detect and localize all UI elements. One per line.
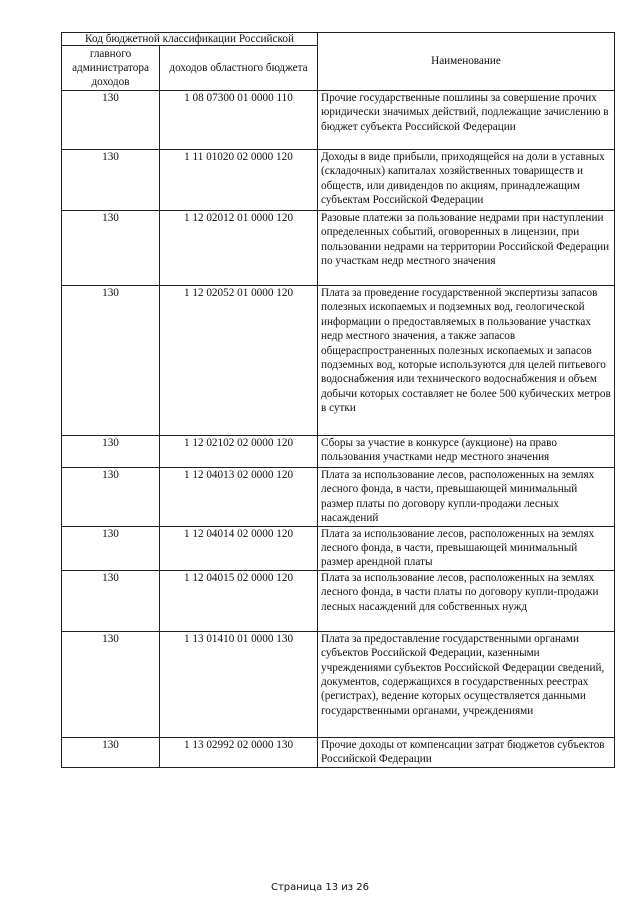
cell-income-code: 1 13 01410 01 0000 130 (160, 631, 318, 737)
cell-income-name: Плата за использование лесов, расположенных на землях лесного фонда, в части, превышающей минимальный размер арендной платы (318, 526, 615, 570)
cell-income-code: 1 12 02012 01 0000 120 (160, 211, 318, 286)
cell-income-name: Плата за предоставление государственными органами субъектов Российской Федерации, казенными учреждениями субъектов Российской Федерации сведений, документов, содержащихся в государственных реестрах (регистрах), ведение которых осуществляется данными государственными органами, учреждениями (318, 631, 615, 737)
cell-admin-code: 130 (62, 211, 160, 286)
cell-admin-code: 130 (62, 468, 160, 527)
budget-table-container (61, 32, 614, 768)
cell-admin-code: 130 (62, 631, 160, 737)
cell-income-name: Прочие государственные пошлины за совершение прочих юридически значимых действий, подлежащие зачислению в бюджет субъекта Российской Федерации (318, 91, 615, 150)
table-row (62, 468, 615, 527)
cell-admin-code: 130 (62, 436, 160, 468)
cell-income-code: 1 12 02102 02 0000 120 (160, 436, 318, 468)
cell-income-name: Плата за использование лесов, расположенных на землях лесного фонда, в части платы по договору купли-продажи лесных насаждений для собственных нужд (318, 570, 615, 631)
cell-income-name: Доходы в виде прибыли, приходящейся на доли в уставных (складочных) капиталах хозяйственных товариществ и обществ, или дивидендов по акциям, принадлежащим субъектам Российской Федерации (318, 150, 615, 211)
table-row (62, 91, 615, 150)
cell-income-name: Сборы за участие в конкурсе (аукционе) на право пользования участками недр местного значения (318, 436, 615, 468)
page-number: Страница 13 из 26 (270, 882, 370, 893)
header-budget-classification-code: Код бюджетной классификации Российской (62, 33, 318, 46)
budget-classification-table (61, 32, 615, 768)
cell-income-name: Прочие доходы от компенсации затрат бюджетов субъектов Российской Федерации (318, 737, 615, 767)
table-row (62, 211, 615, 286)
cell-income-code: 1 08 07300 01 0000 110 (160, 91, 318, 150)
table-row (62, 570, 615, 631)
cell-income-name: Плата за проведение государственной экспертизы запасов полезных ископаемых и подземных вод, геологической информации о предоставляемых в пользование участках недр местного значения, а также запасов общераспространенных полезных ископаемых и запасов подземных вод, которые используются для целей питьевого водоснабжения или технического водоснабжения и объем добычи которых составляет не более 500 кубических метров в сутки (318, 286, 615, 436)
cell-income-code: 1 11 01020 02 0000 120 (160, 150, 318, 211)
cell-income-name: Разовые платежи за пользование недрами при наступлении определенных событий, оговоренных в лицензии, при пользовании недрами на территории Российской Федерации по участкам недр местного значения (318, 211, 615, 286)
header-chief-administrator: главного администратора доходов (62, 46, 160, 91)
cell-income-code: 1 12 04013 02 0000 120 (160, 468, 318, 527)
cell-admin-code: 130 (62, 91, 160, 150)
cell-admin-code: 130 (62, 737, 160, 767)
header-name: Наименование (318, 33, 615, 91)
cell-admin-code: 130 (62, 150, 160, 211)
table-row (62, 526, 615, 570)
table-body (62, 91, 615, 768)
table-row (62, 436, 615, 468)
cell-income-code: 1 12 04014 02 0000 120 (160, 526, 318, 570)
table-row (62, 631, 615, 737)
cell-income-code: 1 12 02052 01 0000 120 (160, 286, 318, 436)
cell-admin-code: 130 (62, 286, 160, 436)
table-header-row-group (62, 33, 615, 46)
cell-income-code: 1 13 02992 02 0000 130 (160, 737, 318, 767)
cell-income-name: Плата за использование лесов, расположенных на землях лесного фонда, в части, превышающей минимальный размер платы по договору купли-продажи лесных насаждений (318, 468, 615, 527)
cell-income-code: 1 12 04015 02 0000 120 (160, 570, 318, 631)
table-row (62, 737, 615, 767)
table-row (62, 286, 615, 436)
table-row (62, 150, 615, 211)
cell-admin-code: 130 (62, 570, 160, 631)
cell-admin-code: 130 (62, 526, 160, 570)
header-regional-budget-income: доходов областного бюджета (160, 46, 318, 91)
